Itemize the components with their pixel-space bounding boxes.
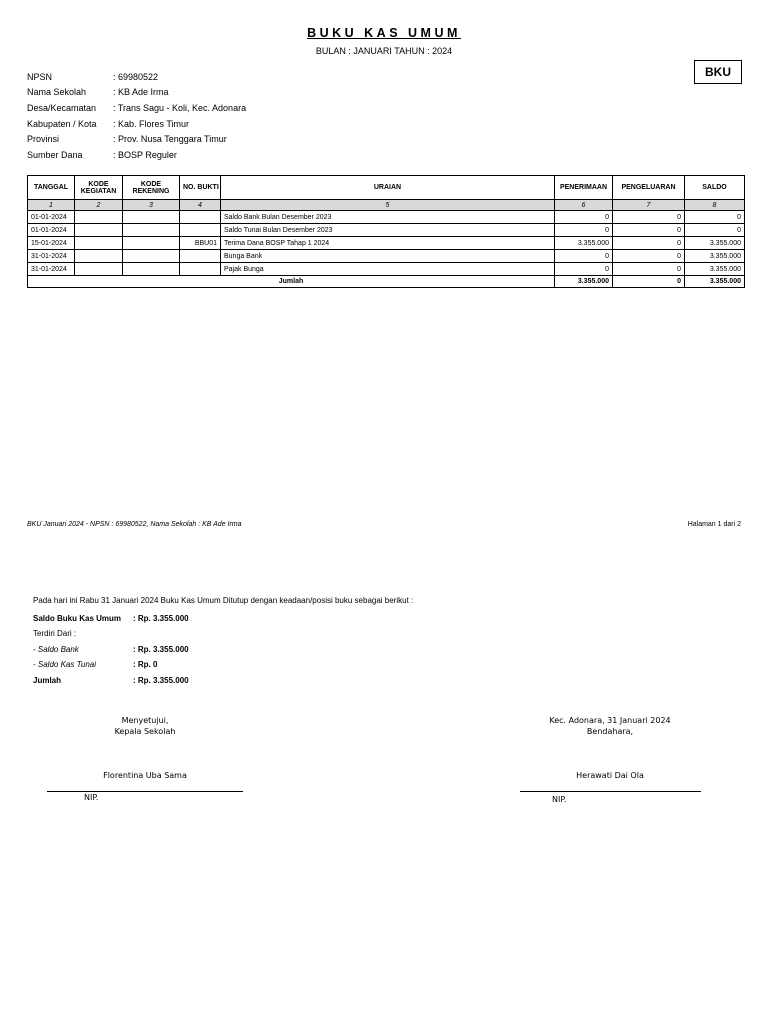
- cell-receipt-no: [180, 263, 221, 276]
- cell-account-code: [123, 263, 180, 276]
- cell-expenses: 0: [613, 237, 685, 250]
- cell-date: 15-01-2024: [28, 237, 75, 250]
- info-row-village: [27, 100, 246, 116]
- info-row-regency: [27, 116, 246, 132]
- left-signature-name: Florentina Uba Sama: [103, 771, 187, 780]
- column-header-date: TANGGAL: [28, 176, 75, 200]
- column-number: 6: [555, 200, 613, 211]
- table-row: [28, 237, 745, 250]
- info-row-npsn: [27, 69, 246, 85]
- cell-description: Pajak Bunga: [221, 263, 555, 276]
- cell-receipts: 3.355.000: [555, 237, 613, 250]
- jumlah-value: : Rp. 3.355.000: [133, 676, 189, 685]
- table-header-row: [28, 176, 745, 200]
- cell-account-code: [123, 250, 180, 263]
- column-number: 8: [685, 200, 745, 211]
- cell-balance: 3.355.000: [685, 237, 745, 250]
- info-row-school: [27, 85, 246, 101]
- bku-badge: BKU: [694, 60, 742, 84]
- column-number: 5: [221, 200, 555, 211]
- column-header-receipt-no: NO. BUKTI: [180, 176, 221, 200]
- left-signature-nip: NIP.: [84, 793, 99, 802]
- cell-description: Saldo Tunai Bulan Desember 2023: [221, 224, 555, 237]
- cell-date: 31-01-2024: [28, 250, 75, 263]
- cell-account-code: [123, 211, 180, 224]
- saldo-bku-value: : Rp. 3.355.000: [133, 614, 189, 623]
- ledger-table: [27, 175, 745, 288]
- saldo-tunai-row: [33, 660, 157, 669]
- school-info: [27, 69, 246, 163]
- left-signature-line: [47, 791, 243, 792]
- right-signature-place-date: Kec. Adonara, 31 Januari 2024: [549, 716, 671, 725]
- info-row-province: [27, 131, 246, 147]
- info-value: : Kab. Flores Timur: [113, 118, 190, 129]
- saldo-tunai-value: : Rp. 0: [133, 660, 158, 669]
- page-footer-info: BKU Januari 2024 - NPSN : 69980522, Nama Sekolah : KB Ade Irma: [27, 521, 242, 528]
- cell-activity-code: [75, 250, 123, 263]
- cell-expenses: 0: [613, 224, 685, 237]
- table-row: [28, 211, 745, 224]
- column-number-row: [28, 200, 745, 211]
- column-header-balance: SALDO: [685, 176, 745, 200]
- saldo-bank-row: [33, 645, 189, 654]
- cell-receipt-no: [180, 250, 221, 263]
- cell-balance: 0: [685, 211, 745, 224]
- cell-receipt-no: [180, 211, 221, 224]
- column-header-account-code: KODE REKENING: [123, 176, 180, 200]
- table-row: [28, 224, 745, 237]
- jumlah-label: Jumlah: [33, 676, 62, 685]
- info-value: : BOSP Reguler: [113, 149, 177, 160]
- total-receipts: 3.355.000: [555, 276, 613, 288]
- info-label: Sumber Dana: [27, 149, 83, 160]
- info-label: Nama Sekolah: [27, 87, 87, 98]
- left-signature-role: Kepala Sekolah: [114, 727, 176, 736]
- right-signature-name: Herawati Dai Ola: [576, 771, 644, 780]
- table-row: [28, 250, 745, 263]
- cell-description: Saldo Bank Bulan Desember 2023: [221, 211, 555, 224]
- right-signature-nip: NIP.: [552, 795, 567, 804]
- cell-receipt-no: BBU01: [180, 237, 221, 250]
- jumlah-row: [33, 676, 189, 685]
- saldo-bank-label: - Saldo Bank: [33, 645, 79, 654]
- info-label: Desa/Kecamatan: [27, 102, 97, 113]
- column-number: 7: [613, 200, 685, 211]
- cell-account-code: [123, 224, 180, 237]
- info-label: Kabupaten / Kota: [27, 118, 97, 129]
- info-value: : Prov. Nusa Tenggara Timur: [113, 134, 227, 145]
- cell-expenses: 0: [613, 211, 685, 224]
- cell-balance: 0: [685, 224, 745, 237]
- closing-statement: Pada hari ini Rabu 31 Januari 2024 Buku Kas Umum Ditutup dengan keadaan/posisi buku sebagai berikut :: [33, 596, 414, 605]
- column-number: 2: [75, 200, 123, 211]
- right-signature-role: Bendahara,: [586, 727, 634, 736]
- cell-activity-code: [75, 211, 123, 224]
- column-header-description: URAIAN: [221, 176, 555, 200]
- info-label: Provinsi: [27, 134, 60, 145]
- document-subtitle: BULAN : JANUARI TAHUN : 2024: [315, 46, 453, 56]
- table-row: [28, 263, 745, 276]
- cell-balance: 3.355.000: [685, 263, 745, 276]
- cell-receipts: 0: [555, 250, 613, 263]
- page-number: Halaman 1 dari 2: [687, 521, 741, 528]
- total-row: [28, 276, 745, 288]
- cell-expenses: 0: [613, 263, 685, 276]
- saldo-bku-row: [33, 614, 189, 623]
- document-title: BUKU KAS UMUM: [307, 26, 461, 40]
- info-value: : 69980522: [113, 71, 159, 82]
- info-value: : KB Ade Irma: [113, 87, 169, 98]
- cell-receipts: 0: [555, 211, 613, 224]
- column-header-activity-code: KODE KEGIATAN: [75, 176, 123, 200]
- terdiri-dari: [33, 629, 76, 638]
- total-expenses: 0: [613, 276, 685, 288]
- cell-description: Bunga Bank: [221, 250, 555, 263]
- left-signature-approval: Menyetujui,: [121, 716, 169, 725]
- column-number: 3: [123, 200, 180, 211]
- info-value: : Trans Sagu - Koli, Kec. Adonara: [113, 102, 247, 113]
- right-signature-line: [520, 791, 701, 792]
- column-header-receipts: PENERIMAAN: [555, 176, 613, 200]
- column-number: 4: [180, 200, 221, 211]
- cell-receipts: 0: [555, 224, 613, 237]
- total-label: Jumlah: [28, 276, 555, 288]
- cell-date: 01-01-2024: [28, 211, 75, 224]
- info-label: NPSN: [27, 71, 53, 82]
- cell-account-code: [123, 237, 180, 250]
- cell-date: 01-01-2024: [28, 224, 75, 237]
- terdiri-dari-label: Terdiri Dari :: [33, 629, 77, 638]
- cell-activity-code: [75, 237, 123, 250]
- cell-expenses: 0: [613, 250, 685, 263]
- column-number: 1: [28, 200, 75, 211]
- saldo-bku-label: Saldo Buku Kas Umum: [33, 614, 122, 623]
- cell-receipt-no: [180, 224, 221, 237]
- saldo-bank-value: : Rp. 3.355.000: [133, 645, 189, 654]
- cell-receipts: 0: [555, 263, 613, 276]
- cell-activity-code: [75, 224, 123, 237]
- info-row-fund-source: [27, 147, 246, 163]
- saldo-tunai-label: - Saldo Kas Tunai: [33, 660, 96, 669]
- cell-description: Terima Dana BOSP Tahap 1 2024: [221, 237, 555, 250]
- cell-date: 31-01-2024: [28, 263, 75, 276]
- cell-balance: 3.355.000: [685, 250, 745, 263]
- total-balance: 3.355.000: [685, 276, 745, 288]
- cell-activity-code: [75, 263, 123, 276]
- column-header-expenses: PENGELUARAN: [613, 176, 685, 200]
